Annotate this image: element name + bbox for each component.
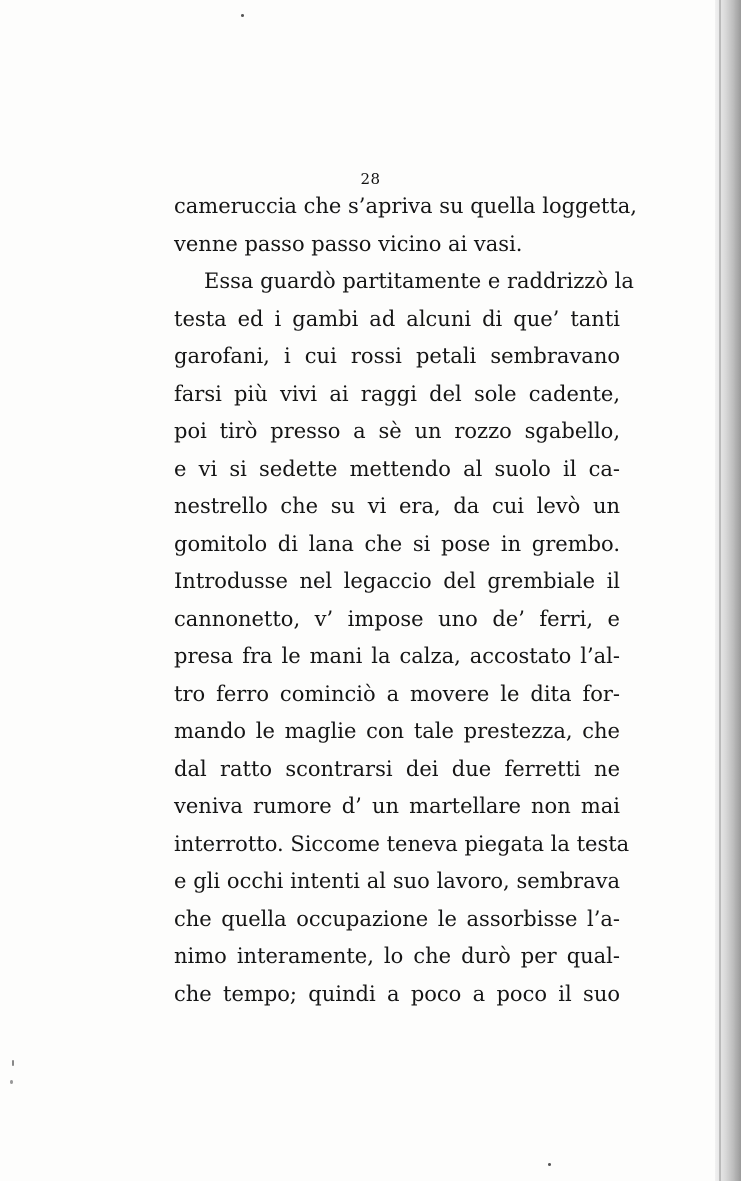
paper-speck <box>241 14 244 17</box>
text-line: nimo interamente, lo che durò per qual- <box>174 944 620 968</box>
paper-speck <box>548 1163 551 1166</box>
text-line: tro ferro cominciò a movere le dita for- <box>174 681 620 706</box>
text-line: Essa guardò partitamente e raddrizzò la <box>204 269 634 293</box>
text-line: e vi si sedette mettendo al suolo il ca- <box>174 456 620 481</box>
text-line: garofani, i cui rossi petali sembravano <box>174 344 620 368</box>
text-line: testa ed i gambi ad alcuni di que’ tanti <box>174 306 620 331</box>
text-line: che tempo; quindi a poco a poco il suo <box>174 981 620 1006</box>
page-number: 28 <box>360 170 381 188</box>
text-line: che quella occupazione le assorbisse l’a- <box>174 906 620 931</box>
paper-speck <box>12 1060 14 1066</box>
text-line: farsi più vivi ai raggi del sole cadente, <box>174 381 620 406</box>
text-line: veniva rumore d’ un martellare non mai <box>174 794 620 818</box>
text-line: cameruccia che s’apriva su quella loggetta, <box>174 194 637 218</box>
text-line: cannonetto, v’ impose uno de’ ferri, e <box>174 606 620 631</box>
text-line: Introdusse nel legaccio del grembiale il <box>174 569 620 593</box>
text-line: e gli occhi intenti al suo lavoro, sembrava <box>174 869 620 893</box>
text-line: poi tirò presso a sè un rozzo sgabello, <box>174 419 620 443</box>
paper-speck <box>10 1080 13 1084</box>
text-line: mando le maglie con tale prestezza, che <box>174 719 620 743</box>
text-line: presa fra le mani la calza, accostato l’al- <box>174 644 620 668</box>
text-line: nestrello che su vi era, da cui levò un <box>174 494 620 518</box>
text-line: dal ratto scontrarsi dei due ferretti ne <box>174 756 620 781</box>
text-line: gomitolo di lana che si pose in grembo. <box>174 531 620 556</box>
text-line: interrotto. Siccome teneva piegata la testa <box>174 831 630 856</box>
text-line: venne passo passo vicino ai vasi. <box>174 231 523 256</box>
body-text <box>174 188 637 1013</box>
